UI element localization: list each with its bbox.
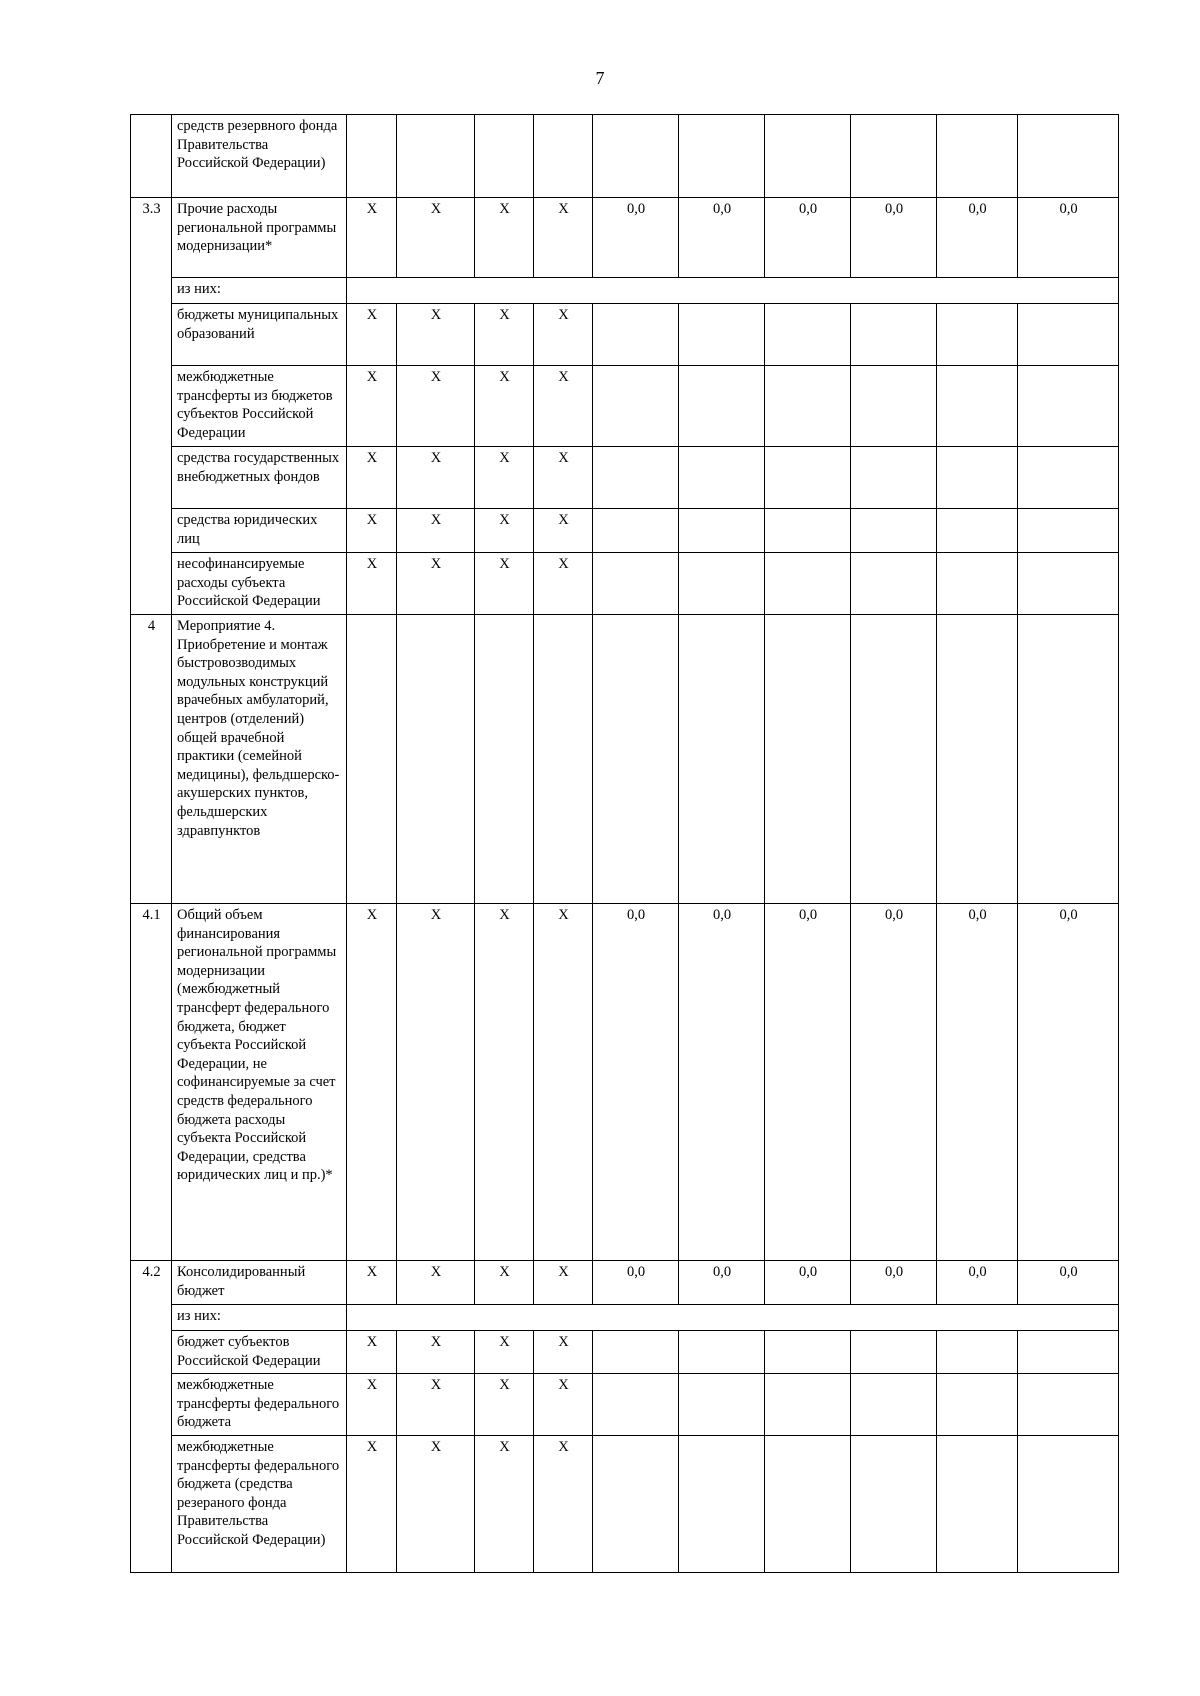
x-mark: X [534, 904, 593, 1261]
x-mark: X [534, 1331, 593, 1374]
x-mark: X [534, 1374, 593, 1436]
x-mark: X [347, 447, 397, 509]
table-row [131, 366, 1119, 447]
table-row [131, 198, 1119, 278]
row-number: 4.1 [131, 904, 172, 1261]
x-mark: X [534, 304, 593, 366]
value-cell: 0,0 [593, 198, 679, 278]
x-mark: X [397, 366, 475, 447]
x-mark: X [534, 1261, 593, 1305]
x-mark: X [397, 1331, 475, 1374]
x-mark: X [397, 447, 475, 509]
x-mark: X [475, 366, 534, 447]
x-mark: X [534, 509, 593, 553]
value-cell: 0,0 [679, 1261, 765, 1305]
row-number [131, 115, 172, 198]
row-label: из них: [172, 1305, 347, 1331]
x-mark: X [397, 509, 475, 553]
x-mark: X [347, 366, 397, 447]
x-mark: X [347, 509, 397, 553]
row-label: Общий объем финансирования региональной программы модернизации (межбюджетный трансферт федерального бюджета, бюджет субъекта Российской Федерации, не софинансируемые за счет средств федерального бюджета расходы субъекта Российской Федерации, средства юридических лиц и пр.)* [172, 904, 347, 1261]
table-row [131, 509, 1119, 553]
row-number: 3.3 [131, 198, 172, 278]
row-label: из них: [172, 278, 347, 304]
value-cell: 0,0 [937, 198, 1018, 278]
x-mark: X [475, 509, 534, 553]
table-row [131, 1331, 1119, 1374]
value-cell: 0,0 [851, 904, 937, 1261]
row-label: бюджет субъектов Российской Федерации [172, 1331, 347, 1374]
x-mark: X [534, 447, 593, 509]
page-number: 7 [595, 68, 605, 88]
row-number: 4.2 [131, 1261, 172, 1305]
row-label: средств резервного фонда Правительства Российской Федерации) [172, 115, 347, 198]
table-row [131, 553, 1119, 615]
x-mark: X [475, 1436, 534, 1573]
row-label: Консолидированный бюджет [172, 1261, 347, 1305]
x-mark: X [347, 1374, 397, 1436]
table-row [131, 115, 1119, 198]
value-cell: 0,0 [1018, 198, 1119, 278]
x-mark: X [534, 366, 593, 447]
row-label: бюджеты муниципальных образований [172, 304, 347, 366]
x-mark: X [534, 198, 593, 278]
x-mark: X [347, 1261, 397, 1305]
x-mark: X [397, 304, 475, 366]
x-mark: X [475, 198, 534, 278]
x-mark: X [475, 553, 534, 615]
value-cell: 0,0 [937, 1261, 1018, 1305]
table-row [131, 1261, 1119, 1305]
x-mark: X [347, 904, 397, 1261]
x-mark: X [475, 904, 534, 1261]
x-mark: X [347, 553, 397, 615]
value-cell: 0,0 [679, 904, 765, 1261]
x-mark: X [397, 1374, 475, 1436]
x-mark: X [475, 1374, 534, 1436]
table-row [131, 278, 1119, 304]
table-row [131, 1374, 1119, 1436]
x-mark: X [347, 1331, 397, 1374]
table-row [131, 304, 1119, 366]
row-label: Мероприятие 4. Приобретение и монтаж быстровозводимых модульных конструкций врачебных амбулаторий, центров (отделений) общей врачебной практики (семейной медицины), фельдшерско-акушерских пунктов, фельдшерских здравпунктов [172, 615, 347, 904]
x-mark: X [397, 553, 475, 615]
row-label: межбюджетные трансферты федерального бюджета (средства резерaного фонда Правительства Российской Федерации) [172, 1436, 347, 1573]
table-row [131, 1436, 1119, 1573]
row-label: несофинансируемые расходы субъекта Российской Федерации [172, 553, 347, 615]
value-cell: 0,0 [937, 904, 1018, 1261]
value-cell: 0,0 [593, 1261, 679, 1305]
value-cell: 0,0 [851, 198, 937, 278]
value-cell: 0,0 [1018, 1261, 1119, 1305]
row-label: средства юридических лиц [172, 509, 347, 553]
x-mark: X [475, 1331, 534, 1374]
x-mark: X [534, 1436, 593, 1573]
x-mark: X [534, 553, 593, 615]
x-mark: X [347, 1436, 397, 1573]
table-row [131, 1305, 1119, 1331]
value-cell: 0,0 [851, 1261, 937, 1305]
row-label: средства государственных внебюджетных фондов [172, 447, 347, 509]
row-label: Прочие расходы региональной программы модернизации* [172, 198, 347, 278]
value-cell: 0,0 [765, 198, 851, 278]
value-cell: 0,0 [593, 904, 679, 1261]
x-mark: X [347, 198, 397, 278]
x-mark: X [397, 1436, 475, 1573]
table-row [131, 904, 1119, 1261]
table-row [131, 447, 1119, 509]
value-cell: 0,0 [765, 904, 851, 1261]
row-label: межбюджетные трансферты из бюджетов субъектов Российской Федерации [172, 366, 347, 447]
value-cell: 0,0 [1018, 904, 1119, 1261]
x-mark: X [397, 904, 475, 1261]
x-mark: X [397, 1261, 475, 1305]
x-mark: X [397, 198, 475, 278]
x-mark: X [475, 304, 534, 366]
row-label: межбюджетные трансферты федерального бюджета [172, 1374, 347, 1436]
x-mark: X [475, 447, 534, 509]
x-mark: X [347, 304, 397, 366]
x-mark: X [475, 1261, 534, 1305]
value-cell: 0,0 [679, 198, 765, 278]
financing-table [130, 114, 1119, 1573]
table-row [131, 615, 1119, 904]
value-cell: 0,0 [765, 1261, 851, 1305]
row-number: 4 [131, 615, 172, 904]
